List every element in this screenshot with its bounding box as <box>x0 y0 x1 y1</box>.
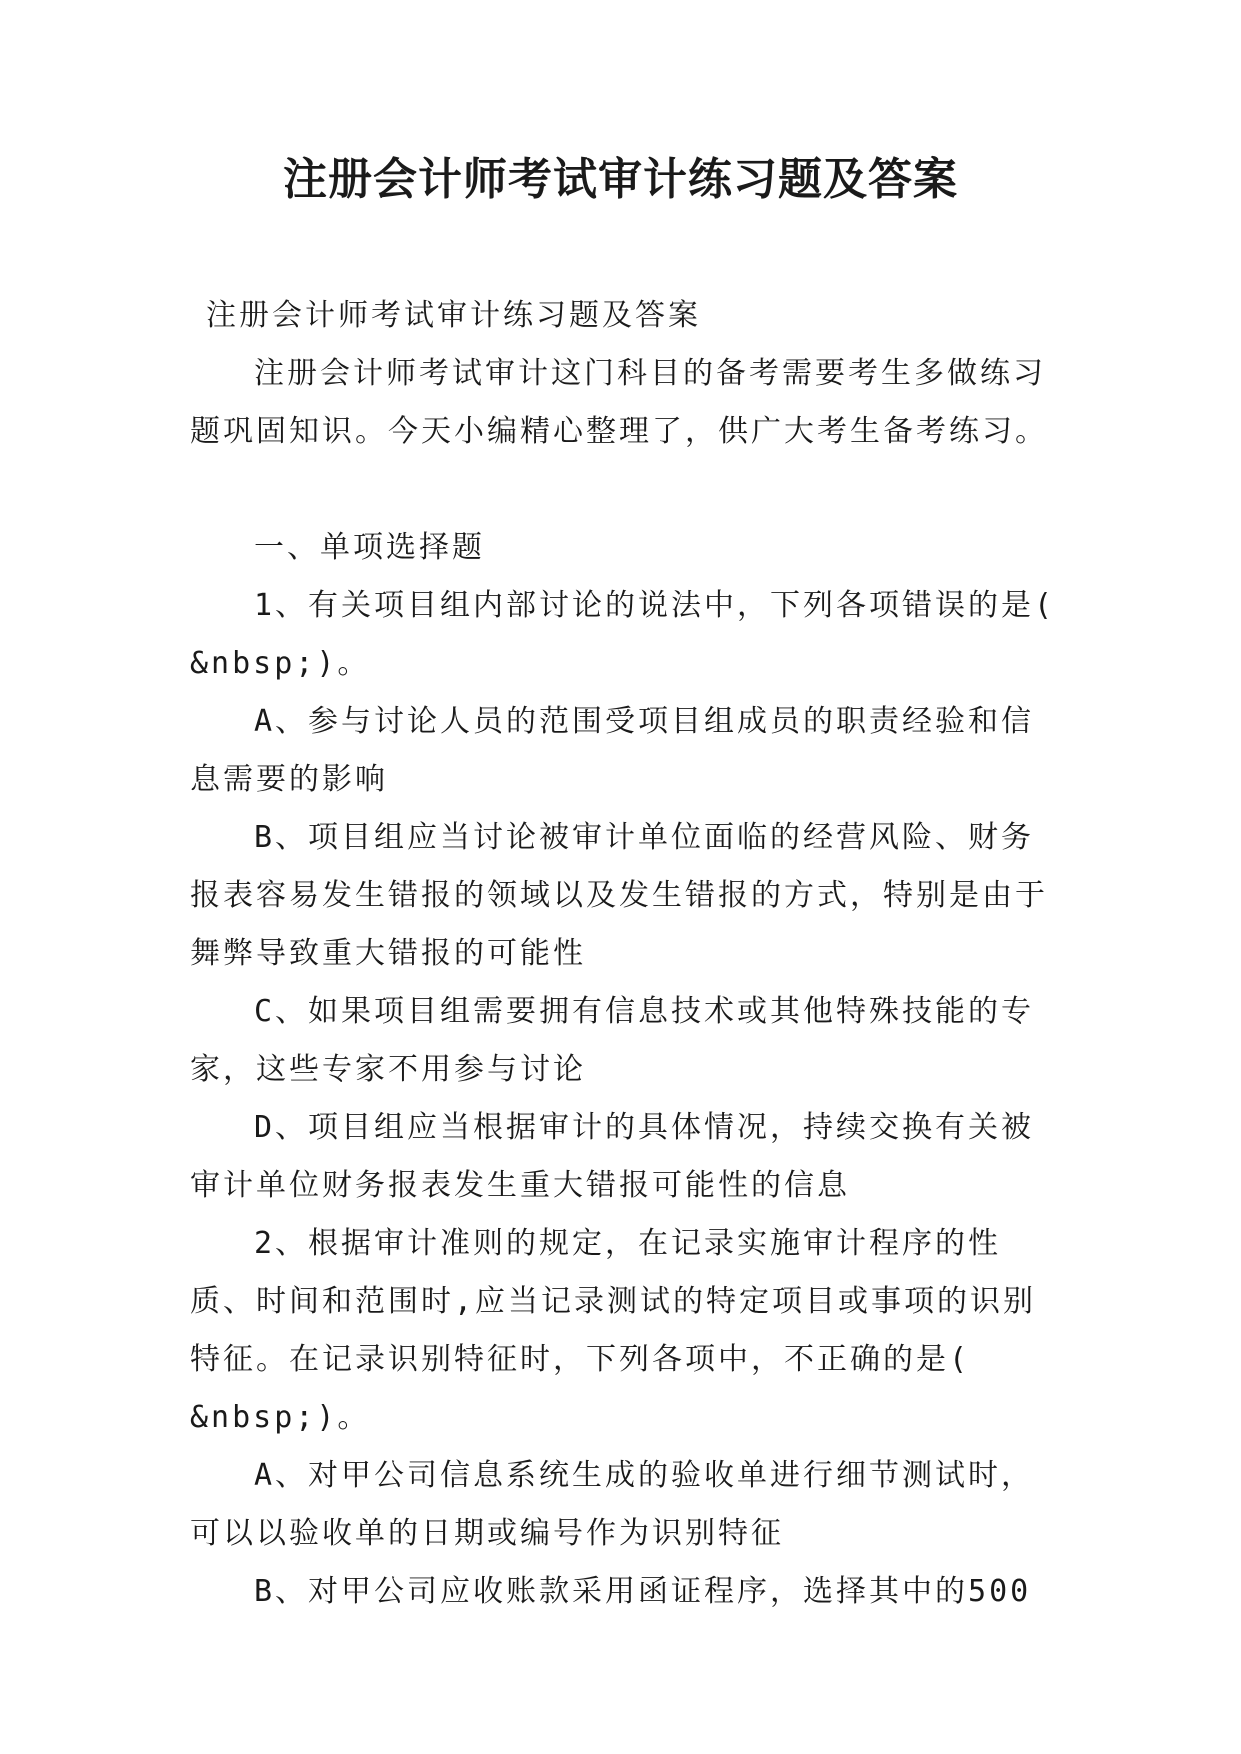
question-1-option-d: D、项目组应当根据审计的具体情况，持续交换有关被审计单位财务报表发生重大错报可能性的信息 <box>190 1110 1035 1203</box>
intro-paragraph: 注册会计师考试审计这门科目的备考需要考生多做练习题巩固知识。今天小编精心整理了，供广大考生备考练习。 <box>190 356 1048 449</box>
document-body <box>190 287 1060 1621</box>
question-1: 1、有关项目组内部讨论的说法中，下列各项错误的是( &nbsp;)。 <box>190 588 1056 681</box>
section-heading: 一、单项选择题 <box>254 530 485 565</box>
question-2: 2、根据审计准则的规定，在记录实施审计程序的性质、时间和范围时,应当记录测试的特定项目或事项的识别特征。在记录识别特征时，下列各项中，不正确的是( &nbsp;)。 <box>190 1226 1037 1435</box>
question-2-option-b: B、对甲公司应收账款采用函证程序，选择其中的500 <box>254 1574 1032 1609</box>
question-1-option-a: A、参与讨论人员的范围受项目组成员的职责经验和信息需要的影响 <box>190 704 1035 797</box>
document-subtitle: 注册会计师考试审计练习题及答案 <box>206 298 701 333</box>
question-2-option-a: A、对甲公司信息系统生成的验收单进行细节测试时，可以以验收单的日期或编号作为识别特征 <box>190 1458 1035 1551</box>
question-1-option-c: C、如果项目组需要拥有信息技术或其他特殊技能的专家，这些专家不用参与讨论 <box>190 994 1035 1087</box>
question-1-option-b: B、项目组应当讨论被审计单位面临的经营风险、财务报表容易发生错报的领域以及发生错报的方式，特别是由于舞弊导致重大错报的可能性 <box>190 820 1048 971</box>
document-title: 注册会计师考试审计练习题及答案 <box>283 154 958 205</box>
